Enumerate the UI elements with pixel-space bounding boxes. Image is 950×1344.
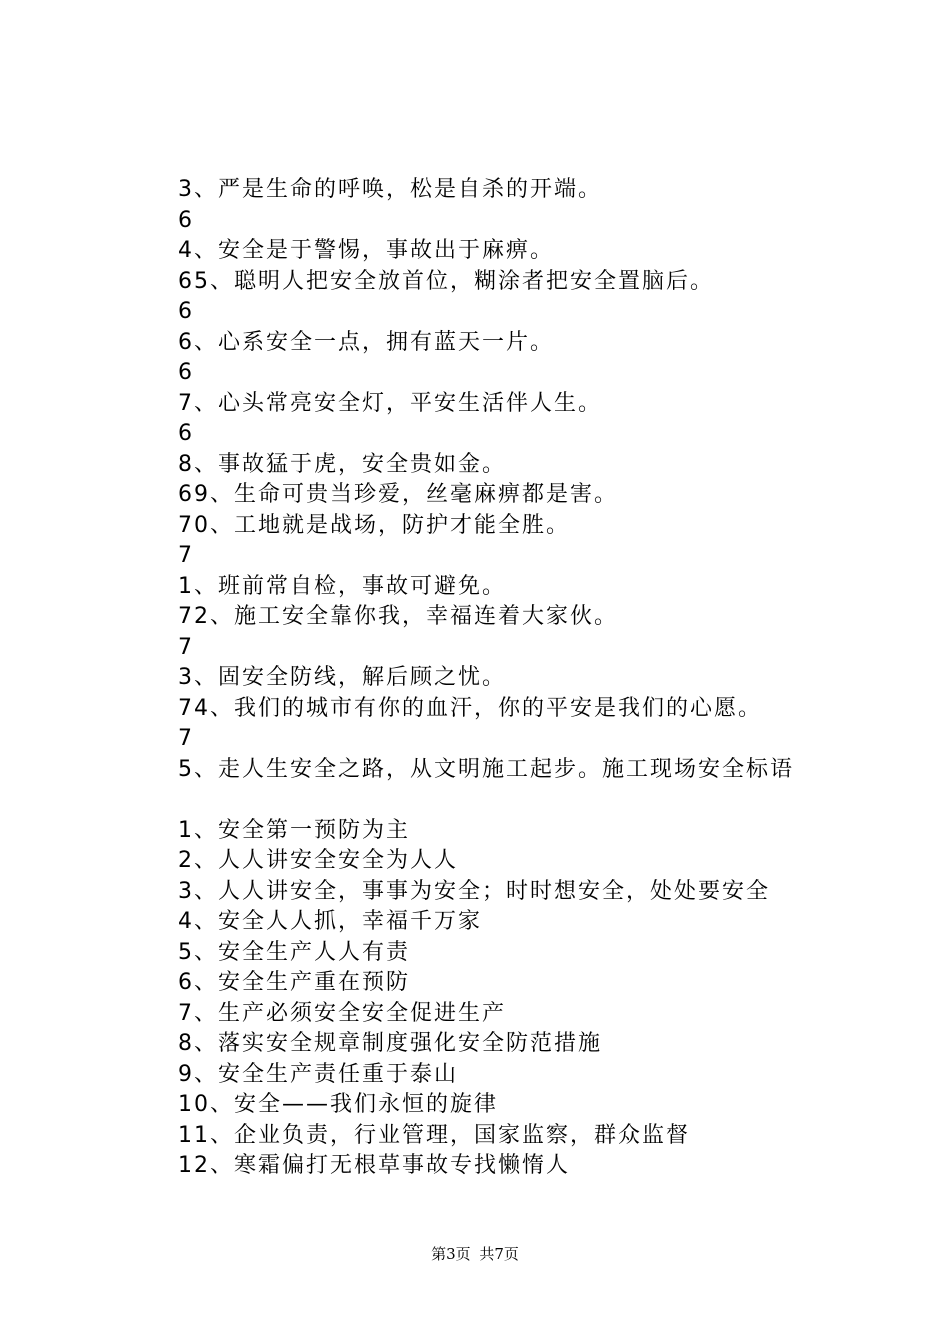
list-item: 3、人人讲安全，事事为安全；时时想安全，处处要安全 xyxy=(178,878,770,904)
list-item: 10、安全——我们永恒的旋律 xyxy=(178,1092,498,1117)
text-line: 8、事故猛于虎，安全贵如金。 xyxy=(178,451,506,477)
text-line: 6 xyxy=(178,421,194,446)
list-item: 7、生产必须安全安全促进生产 xyxy=(178,1000,506,1026)
text-line: 70、工地就是战场，防护才能全胜。 xyxy=(178,512,570,538)
text-line: 6 xyxy=(178,207,194,233)
text-line: 7 xyxy=(178,634,194,660)
text-line: 1、班前常自检，事故可避免。 xyxy=(178,573,506,599)
text-line: 6 xyxy=(178,299,194,324)
page-number: 第3页 xyxy=(431,1245,471,1263)
text-line: 65、聪明人把安全放首位，糊涂者把安全置脑后。 xyxy=(178,268,714,294)
page-footer xyxy=(0,1244,950,1264)
text-line: 3、严是生命的呼唤，松是自杀的开端。 xyxy=(178,177,602,202)
text-line: 72、施工安全靠你我，幸福连着大家伙。 xyxy=(178,604,618,629)
text-line: 3、固安全防线，解后顾之忧。 xyxy=(178,665,506,690)
list-item: 6、安全生产重在预防 xyxy=(178,970,410,995)
text-line: 6 xyxy=(178,360,194,385)
text-line: 6、心系安全一点，拥有蓝天一片。 xyxy=(178,329,554,355)
text-line: 7、心头常亮安全灯，平安生活伴人生。 xyxy=(178,390,602,416)
list-item: 9、安全生产责任重于泰山 xyxy=(178,1061,458,1087)
list-item: 8、落实安全规章制度强化安全防范措施 xyxy=(178,1031,602,1056)
text-line: 4、安全是于警惕，事故出于麻痹。 xyxy=(178,238,554,263)
blank-line xyxy=(178,785,878,816)
list-item: 4、安全人人抓，幸福千万家 xyxy=(178,909,482,934)
list-item: 12、寒霜偏打无根草事故专找懒惰人 xyxy=(178,1153,570,1178)
list-item: 1、安全第一预防为主 xyxy=(178,817,410,843)
list-item: 2、人人讲安全安全为人人 xyxy=(178,848,458,873)
document-body xyxy=(178,175,878,1182)
list-item: 5、安全生产人人有责 xyxy=(178,939,410,965)
text-line: 7 xyxy=(178,543,194,568)
list-item: 11、企业负责，行业管理，国家监察，群众监督 xyxy=(178,1122,690,1148)
text-line: 7 xyxy=(178,726,194,751)
text-line: 74、我们的城市有你的血汗，你的平安是我们的心愿。 xyxy=(178,695,762,721)
text-line: 69、生命可贵当珍爱，丝毫麻痹都是害。 xyxy=(178,482,618,507)
page-total: 共7页 xyxy=(479,1245,519,1263)
text-line: 5、走人生安全之路，从文明施工起步。施工现场安全标语 xyxy=(178,756,794,782)
